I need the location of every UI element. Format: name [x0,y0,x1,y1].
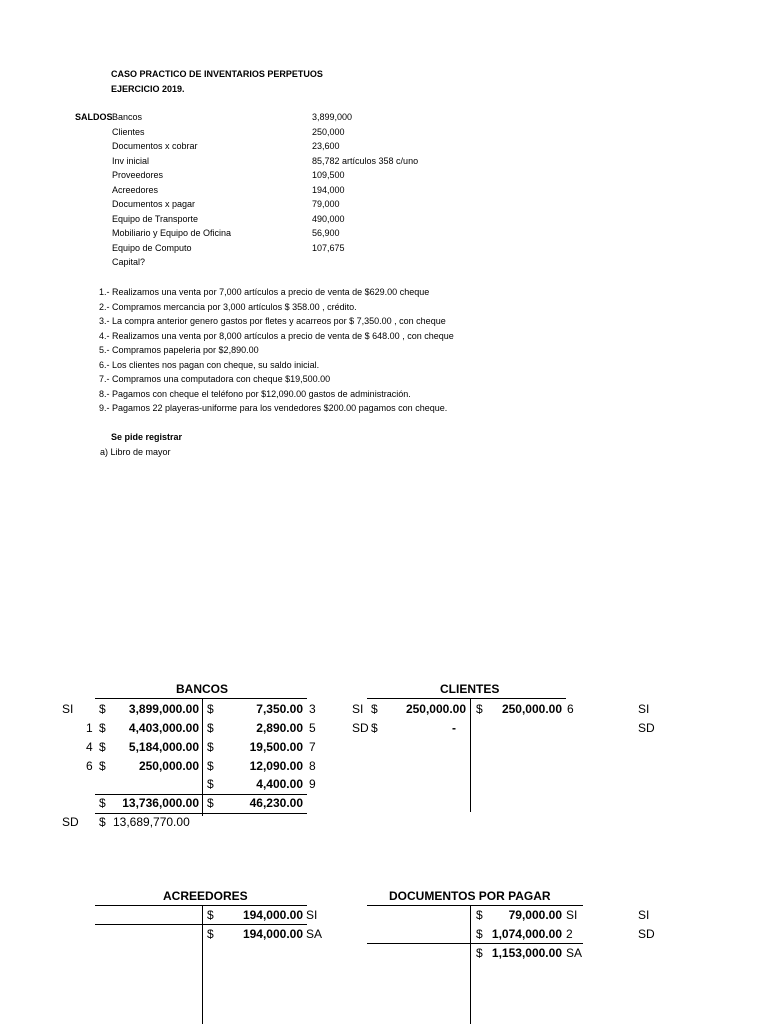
clientes-side-label: SI [638,702,650,716]
saldos-label: SALDOS [75,112,113,122]
saldo-name: Equipo de Transporte [112,213,199,224]
currency-symbol: $ [207,908,214,922]
request-title: Se pide registrar [111,432,183,442]
documentos-credit-ref: SA [566,946,583,960]
saldo-value: 107,675 [312,242,345,253]
operation-item: 9.- Pagamos 22 playeras-uniforme para los vendedores $200.00 pagamos con cheque. [99,403,448,413]
documentos-side-label: SD [638,927,655,941]
bancos-total-debit: 13,736,000.00 [122,796,199,810]
currency-symbol: $ [476,927,483,941]
saldo-name: Clientes [112,126,145,137]
saldo-value: 85,782 artículos 358 c/uno [312,155,419,166]
operation-item: 3.- La compra anterior genero gastos por fletes y acarreos por $ 7,350.00 , con cheque [99,316,446,326]
documentos-credit-ref: SI [566,908,578,922]
saldo-value: 109,500 [312,170,345,180]
clientes-debit-ref: SI [352,702,364,716]
bancos-credit-amount: 12,090.00 [249,759,303,773]
acreedores-credit-amount: 194,000.00 [242,927,303,941]
bancos-balance-label: SD [62,815,79,829]
currency-symbol: $ [207,721,214,735]
saldo-name: Documentos x cobrar [112,141,198,151]
saldo-value: 56,900 [312,228,340,238]
saldo-value: 23,600 [312,141,340,151]
clientes-credit-ref: 6 [567,702,574,716]
documentos-credit-amount: 79,000.00 [508,908,562,922]
saldo-value: 490,000 [312,213,345,224]
saldo-name: Bancos [112,112,143,122]
acreedores-top-line [95,905,307,906]
clientes-divider [470,698,471,812]
currency-symbol: $ [99,815,106,829]
currency-symbol: $ [476,908,483,922]
saldo-value: 3,899,000 [312,112,353,122]
acreedores-mid-line [95,924,307,925]
acreedores-credit-ref: SI [306,908,318,922]
currency-symbol: $ [99,759,106,773]
bancos-balance: 13,689,770.00 [113,815,190,829]
currency-symbol: $ [207,796,214,810]
currency-symbol: $ [371,721,378,735]
currency-symbol: $ [207,777,214,791]
page-subtitle: EJERCICIO 2019. [111,84,185,94]
clientes-debit-amount: 250,000.00 [405,702,466,716]
documentos-total-line [367,943,583,944]
saldo-name: Documentos x pagar [112,199,196,209]
currency-symbol: $ [476,702,483,716]
bancos-credit-ref: 7 [309,740,316,754]
documentos-side-label: SI [638,908,650,922]
saldo-name: Inv inicial [112,155,150,166]
operation-item: 8.- Pagamos con cheque el teléfono por $12,090.00 gastos de administración. [99,388,411,399]
currency-symbol: $ [99,796,106,810]
documentos-divider [470,905,471,1024]
clientes-top-line [367,698,566,699]
bancos-credit-ref: 5 [309,721,316,735]
documentos-credit-ref: 2 [566,927,573,941]
acreedores-credit-ref: SA [306,927,323,941]
saldo-value: 79,000 [312,199,340,209]
bancos-debit-ref: 1 [86,721,93,735]
operation-item: 4.- Realizamos una venta por 8,000 artículos a precio de venta de $ 648.00 , con cheque [99,330,454,341]
saldo-name: Capital? [112,257,146,267]
bancos-credit-amount: 2,890.00 [256,721,303,735]
bancos-title: BANCOS [176,682,229,696]
saldo-value: 250,000 [312,126,345,137]
currency-symbol: $ [207,927,214,941]
bancos-bottom-line [95,813,307,814]
operation-item: 5.- Compramos papeleria por $2,890.00 [99,345,259,355]
saldo-name: Equipo de Computo [112,242,192,253]
acreedores-credit-amount: 194,000.00 [242,908,303,922]
bancos-credit-ref: 3 [309,702,316,716]
bancos-debit-ref: SI [62,702,74,716]
clientes-title: CLIENTES [440,682,500,696]
bancos-credit-amount: 4,400.00 [256,777,303,791]
saldo-value: 194,000 [312,184,345,195]
bancos-divider [202,698,203,816]
acreedores-title: ACREEDORES [163,889,248,903]
saldo-name: Mobiliario y Equipo de Oficina [112,228,232,238]
currency-symbol: $ [207,702,214,716]
currency-symbol: $ [371,702,378,716]
bancos-debit-ref: 6 [86,759,93,773]
bancos-credit-amount: 19,500.00 [249,740,303,754]
bancos-total-credit: 46,230.00 [249,796,303,810]
currency-symbol: $ [99,702,106,716]
documentos-credit-amount: 1,074,000.00 [491,927,562,941]
currency-symbol: $ [99,721,106,735]
acreedores-divider [202,905,203,1024]
clientes-side-label: SD [638,721,655,735]
request-item: a) Libro de mayor [100,447,171,457]
bancos-debit-amount: 4,403,000.00 [128,721,199,735]
bancos-debit-amount: 5,184,000.00 [128,740,199,754]
operation-item: 1.- Realizamos una venta por 7,000 artículos a precio de venta de $629.00 cheque [99,287,430,297]
currency-symbol: $ [207,759,214,773]
clientes-debit-amount: - [452,721,456,735]
clientes-debit-ref: SD [352,721,369,735]
bancos-debit-amount: 250,000.00 [138,759,199,773]
documentos-credit-amount: 1,153,000.00 [491,946,562,960]
bancos-credit-ref: 8 [309,759,316,773]
operation-item: 2.- Compramos mercancia por 3,000 artículos $ 358.00 , crédito. [99,301,357,312]
bancos-top-line [95,698,307,699]
bancos-credit-ref: 9 [309,777,316,791]
currency-symbol: $ [476,946,483,960]
bancos-debit-ref: 4 [86,740,93,754]
currency-symbol: $ [207,740,214,754]
currency-symbol: $ [99,740,106,754]
bancos-total-line [95,794,307,795]
saldo-name: Proveedores [112,170,164,180]
bancos-debit-amount: 3,899,000.00 [128,702,199,716]
clientes-credit-amount: 250,000.00 [501,702,562,716]
page-title: CASO PRACTICO DE INVENTARIOS PERPETUOS [111,69,323,79]
operation-item: 6.- Los clientes nos pagan con cheque, su saldo inicial. [99,359,320,370]
documentos-title: DOCUMENTOS POR PAGAR [389,889,551,903]
operation-item: 7.- Compramos una computadora con cheque $19,500.00 [99,374,331,384]
documentos-top-line [367,905,583,906]
bancos-credit-amount: 7,350.00 [256,702,303,716]
saldo-name: Acreedores [112,184,159,195]
